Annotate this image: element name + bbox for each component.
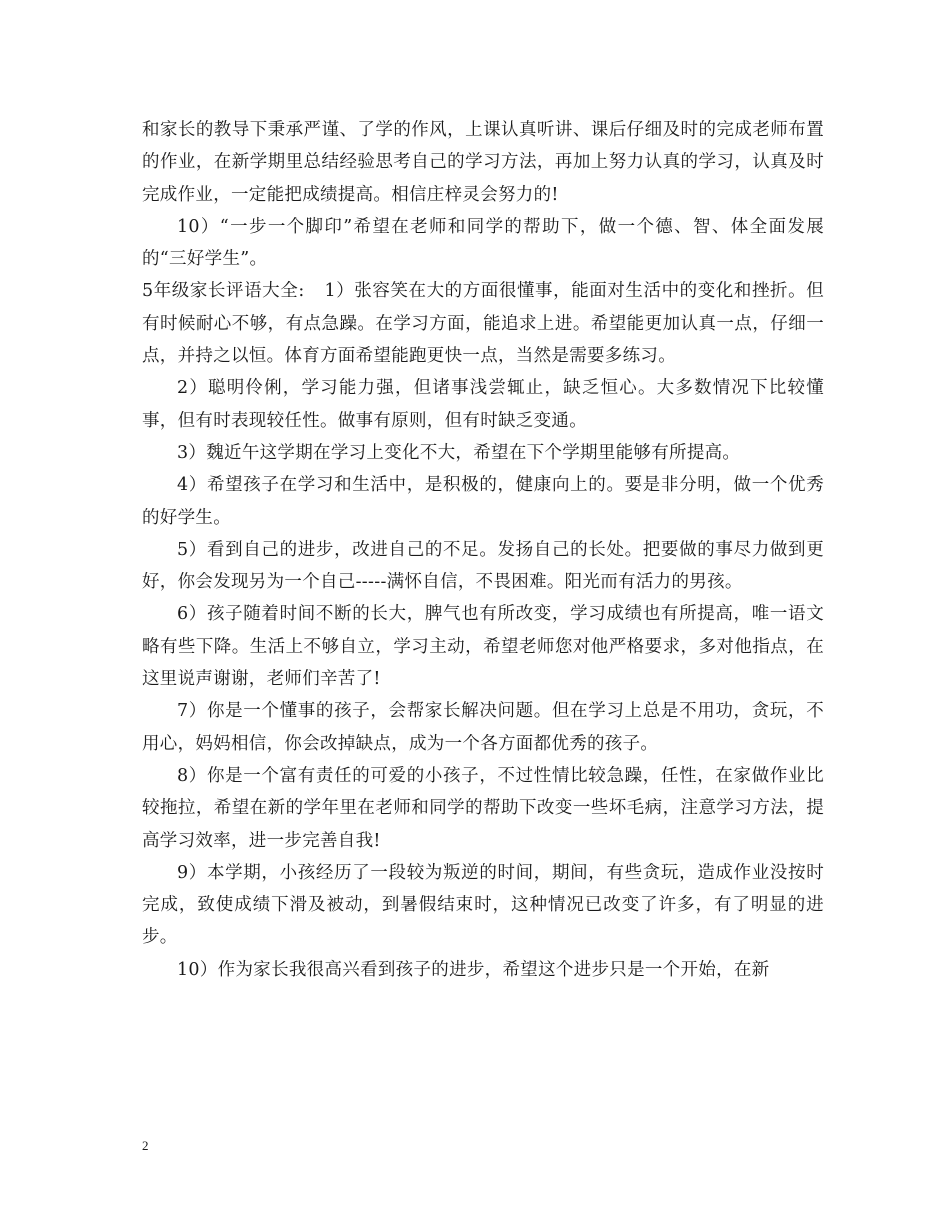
paragraph-item-10-first-list: 10）“一步一个脚印”希望在老师和同学的帮助下，做一个德、智、体全面发展的“三好学生”。: [142, 216, 824, 270]
document-body: [142, 114, 824, 986]
list-item: 5）看到自己的进步，改进自己的不足。发扬自己的长处。把要做的事尽力做到更好，你会发现另为一个自己-----满怀自信，不畏困难。阳光而有活力的男孩。: [142, 539, 824, 593]
list-item: 6）孩子随着时间不断的长大，脾气也有所改变，学习成绩也有所提高，唯一语文略有些下降。生活上不够自立，学习主动，希望老师您对他严格要求，多对他指点，在这里说声谢谢，老师们辛苦了!: [142, 604, 824, 690]
list-item: 8）你是一个富有责任的可爱的小孩子，不过性情比较急躁，任性，在家做作业比较拖拉，希望在新的学年里在老师和同学的帮助下改变一些坏毛病，注意学习方法，提高学习效率，进一步完善自我!: [142, 765, 824, 851]
section-heading: 5年级家长评语大全:: [142, 281, 305, 302]
page-number: 2: [142, 1138, 149, 1153]
list-item: 4）希望孩子在学习和生活中，是积极的，健康向上的。要是非分明，做一个优秀的好学生。: [142, 475, 824, 528]
list-item: 3）魏近午这学期在学习上变化不大，希望在下个学期里能够有所提高。: [177, 442, 741, 463]
list-item: 10）作为家长我很高兴看到孩子的进步，希望这个进步只是一个开始，在新: [177, 959, 770, 980]
section-paragraph: [142, 275, 824, 372]
paragraph-continuation: 和家长的教导下秉承严谨、了学的作风，上课认真听讲、课后仔细及时的完成老师布置的作业，在新学期里总结经验思考自己的学习方法，再加上努力认真的学习，认真及时完成作业，一定能把成绩提高。相信庄梓灵会努力的!: [142, 120, 824, 205]
list-item: 7）你是一个懂事的孩子，会帮家长解决问题。但在学习上总是不用功，贪玩，不用心，妈妈相信，你会改掉缺点，成为一个各方面都优秀的孩子。: [142, 701, 824, 754]
section-first-item: 1）张容笑在大的方面很懂事，能面对生活中的变化和挫折。但有时候耐心不够，有点急躁。在学习方面，能追求上进。希望能更加认真一点，仔细一点，并持之以恒。体育方面希望能跑更快一点，当然是需要多练习。: [142, 281, 824, 367]
list-item: 9）本学期，小孩经历了一段较为叛逆的时间，期间，有些贪玩，造成作业没按时完成，致使成绩下滑及被动，到暑假结束时，这种情况已改变了许多，有了明显的进步。: [142, 862, 824, 948]
list-item: 2）聪明伶俐，学习能力强，但诸事浅尝辄止，缺乏恒心。大多数情况下比较懂事，但有时表现较任性。做事有原则，但有时缺乏变通。: [142, 378, 824, 431]
